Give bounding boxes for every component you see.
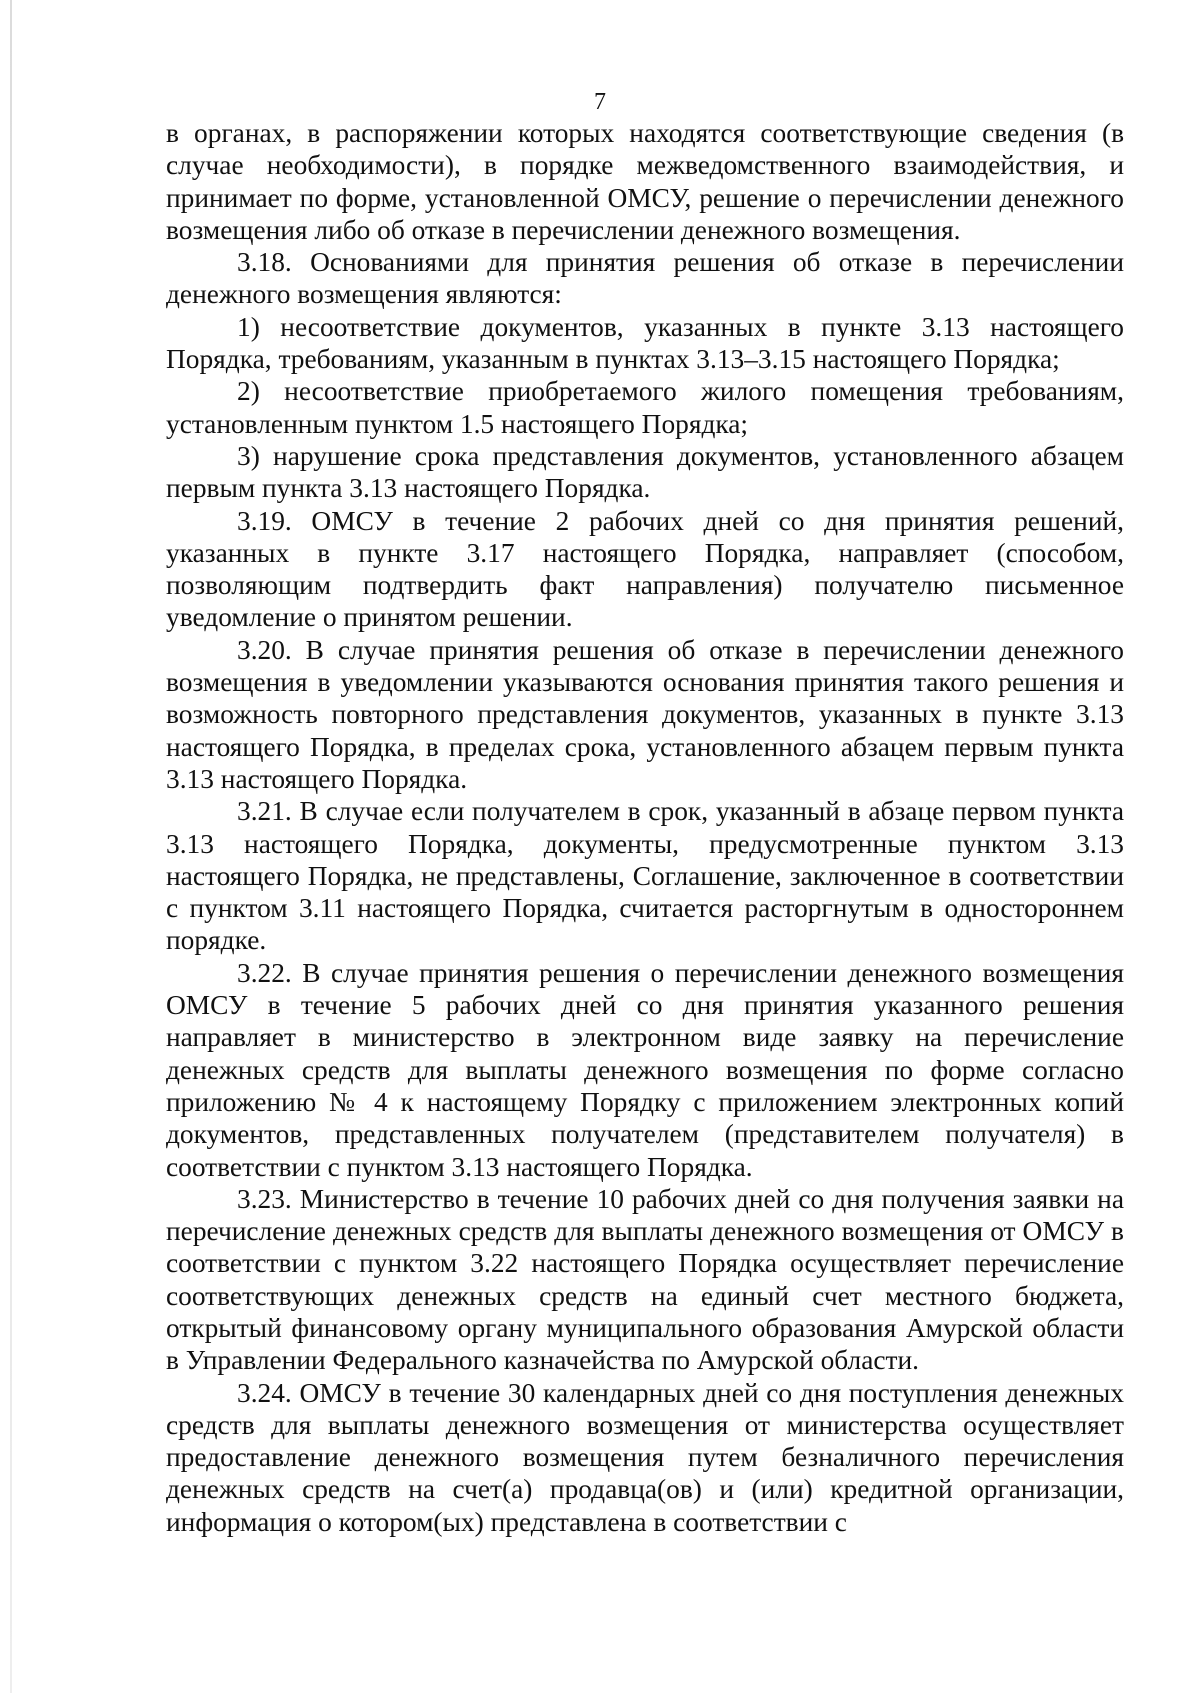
paragraph-3-20: 3.20. В случае принятия решения об отказе в перечислении денежного возмещения в уведомлении указываются основания принятия такого решения и возможность повторного представления документов, указанных в пункте 3.13 настоящего Порядка, в пределах срока, установленного абзацем первым пункта 3.13 настоящего Порядка. bbox=[166, 634, 1124, 794]
paragraph-3-24: 3.24. ОМСУ в течение 30 календарных дней со дня поступления денежных средств для выплаты денежного возмещения от министерства осуществляет предоставление денежного возмещения путем безналичного перечисления денежных средств на счет(а) продавца(ов) и (или) кредитной организации, информация о котором(ых) представлена в соответствии с bbox=[166, 1377, 1124, 1537]
document-body bbox=[166, 117, 1124, 1538]
paragraph-3-21: 3.21. В случае если получателем в срок, указанный в абзаце первом пункта 3.13 настоящего Порядка, документы, предусмотренные пунктом 3.13 настоящего Порядка, не представлены, Соглашение, заключенное в соответствии с пунктом 3.11 настоящего Порядка, считается расторгнутым в одностороннем порядке. bbox=[166, 796, 1124, 956]
paragraph-3-22: 3.22. В случае принятия решения о перечислении денежного возмещения ОМСУ в течение 5 рабочих дней со дня принятия указанного решения направляет в министерство в электронном виде заявку на перечисление денежных средств для выплаты денежного возмещения по форме согласно приложению № 4 к настоящему Порядку с приложением электронных копий документов, представленных получателем (представителем получателя) в соответствии с пунктом 3.13 настоящего Порядка. bbox=[166, 957, 1124, 1182]
list-item-3: 3) нарушение срока представления документов, установленного абзацем первым пункта 3.13 настоящего Порядка. bbox=[166, 440, 1124, 504]
paragraph-3-23: 3.23. Министерство в течение 10 рабочих дней со дня получения заявки на перечисление денежных средств для выплаты денежного возмещения от ОМСУ в соответствии с пунктом 3.22 настоящего Порядка осуществляет перечисление соответствующих денежных средств на единый счет местного бюджета, открытый финансовому органу муниципального образования Амурской области в Управлении Федерального казначейства по Амурской области. bbox=[166, 1183, 1124, 1376]
page-number: 7 bbox=[594, 89, 606, 115]
paragraph-3-19: 3.19. ОМСУ в течение 2 рабочих дней со дня принятия решений, указанных в пункте 3.17 настоящего Порядка, направляет (способом, позволяющим подтвердить факт направления) получателю письменное уведомление о принятом решении. bbox=[166, 505, 1124, 633]
paragraph-continuation: в органах, в распоряжении которых находятся соответствующие сведения (в случае необходимости), в порядке межведомственного взаимодействия, и принимает по форме, установленной ОМСУ, решение о перечислении денежного возмещения либо об отказе в перечислении денежного возмещения. bbox=[166, 118, 1124, 245]
scan-edge bbox=[10, 0, 12, 1693]
list-item-2: 2) несоответствие приобретаемого жилого помещения требованиям, установленным пунктом 1.5 настоящего Порядка; bbox=[166, 376, 1124, 439]
list-item-1: 1) несоответствие документов, указанных в пункте 3.13 настоящего Порядка, требованиям, указанным в пунктах 3.13–3.15 настоящего Порядка; bbox=[166, 311, 1124, 375]
paragraph-3-18: 3.18. Основаниями для принятия решения об отказе в перечислении денежного возмещения являются: bbox=[166, 247, 1124, 310]
